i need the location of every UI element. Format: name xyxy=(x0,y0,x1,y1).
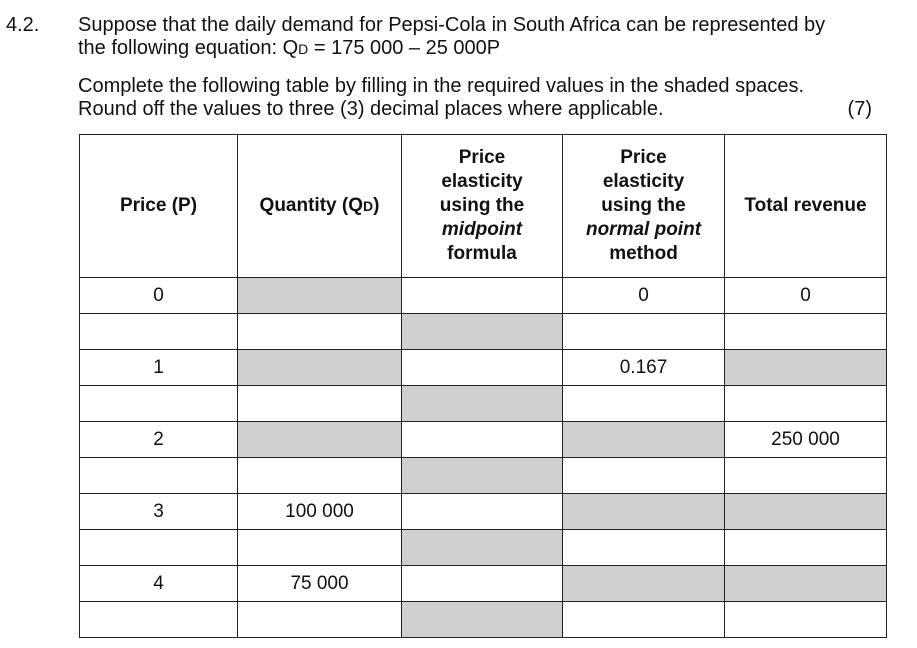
table-row xyxy=(80,350,887,386)
price-cell xyxy=(80,602,238,638)
quantity-cell[interactable] xyxy=(238,350,402,386)
header-midpoint-elasticity: Price elasticity using the midpoint formula xyxy=(402,135,563,278)
price-cell xyxy=(80,314,238,350)
question-statement xyxy=(78,14,872,61)
normal-elasticity-cell xyxy=(563,386,725,422)
midpoint-elasticity-cell[interactable] xyxy=(402,314,563,350)
midpoint-elasticity-cell xyxy=(402,422,563,458)
price-cell xyxy=(80,530,238,566)
table-row xyxy=(80,494,887,530)
normal-elasticity-cell xyxy=(563,602,725,638)
header-quantity: Quantity (QD) xyxy=(238,135,402,278)
total-revenue-cell[interactable] xyxy=(725,350,887,386)
header-normal-point-elasticity: Price elasticity using the normal point method xyxy=(563,135,725,278)
midpoint-elasticity-cell xyxy=(402,350,563,386)
statement-line-1 xyxy=(78,14,872,37)
marks: (7) xyxy=(847,98,872,120)
quantity-cell xyxy=(238,314,402,350)
normal-elasticity-cell: 0 xyxy=(563,278,725,314)
total-revenue-cell xyxy=(725,458,887,494)
normal-elasticity-cell[interactable] xyxy=(563,422,725,458)
price-cell: 0 xyxy=(80,278,238,314)
table-row xyxy=(80,278,887,314)
table-row xyxy=(80,314,887,350)
header-price: Price (P) xyxy=(80,135,238,278)
price-cell xyxy=(80,386,238,422)
normal-elasticity-cell[interactable] xyxy=(563,494,725,530)
instruction-text-2: Round off the values to three (3) decimal places where applicable. xyxy=(78,98,664,120)
quantity-cell xyxy=(238,602,402,638)
table-row xyxy=(80,602,887,638)
table-row xyxy=(80,530,887,566)
quantity-cell xyxy=(238,530,402,566)
midpoint-elasticity-cell xyxy=(402,566,563,602)
price-cell: 1 xyxy=(80,350,238,386)
elasticity-table xyxy=(79,134,887,638)
price-cell: 3 xyxy=(80,494,238,530)
question-number: 4.2. xyxy=(6,14,40,36)
total-revenue-cell xyxy=(725,530,887,566)
header-total-revenue: Total revenue xyxy=(725,135,887,278)
quantity-cell: 100 000 xyxy=(238,494,402,530)
quantity-cell xyxy=(238,458,402,494)
quantity-cell[interactable] xyxy=(238,278,402,314)
quantity-cell[interactable] xyxy=(238,422,402,458)
quantity-cell xyxy=(238,386,402,422)
midpoint-elasticity-cell xyxy=(402,278,563,314)
instructions xyxy=(78,75,872,121)
total-revenue-cell xyxy=(725,602,887,638)
table-row xyxy=(80,458,887,494)
table-row xyxy=(80,422,887,458)
table-row xyxy=(80,386,887,422)
instruction-line-1: Complete the following table by filling in the required values in the shaded spaces. xyxy=(78,75,804,97)
price-cell: 4 xyxy=(80,566,238,602)
total-revenue-cell xyxy=(725,314,887,350)
total-revenue-cell: 0 xyxy=(725,278,887,314)
quantity-cell: 75 000 xyxy=(238,566,402,602)
normal-elasticity-cell xyxy=(563,530,725,566)
normal-elasticity-cell xyxy=(563,458,725,494)
midpoint-elasticity-cell xyxy=(402,494,563,530)
total-revenue-cell: 250 000 xyxy=(725,422,887,458)
price-cell: 2 xyxy=(80,422,238,458)
demand-equation: the following equation: QD = 175 000 – 25 000P xyxy=(78,37,501,59)
total-revenue-cell xyxy=(725,386,887,422)
instruction-line-2 xyxy=(78,98,872,121)
midpoint-elasticity-cell[interactable] xyxy=(402,530,563,566)
price-cell xyxy=(80,458,238,494)
table-body xyxy=(80,278,887,638)
midpoint-elasticity-cell[interactable] xyxy=(402,458,563,494)
midpoint-elasticity-cell[interactable] xyxy=(402,386,563,422)
table-header-row xyxy=(80,135,887,278)
normal-elasticity-cell xyxy=(563,314,725,350)
normal-elasticity-cell: 0.167 xyxy=(563,350,725,386)
total-revenue-cell[interactable] xyxy=(725,494,887,530)
normal-elasticity-cell[interactable] xyxy=(563,566,725,602)
midpoint-elasticity-cell[interactable] xyxy=(402,602,563,638)
table-row xyxy=(80,566,887,602)
statement-text-1: Suppose that the daily demand for Pepsi-Cola in South Africa can be represented by xyxy=(78,14,826,36)
subscript-d: D xyxy=(298,41,309,57)
total-revenue-cell[interactable] xyxy=(725,566,887,602)
